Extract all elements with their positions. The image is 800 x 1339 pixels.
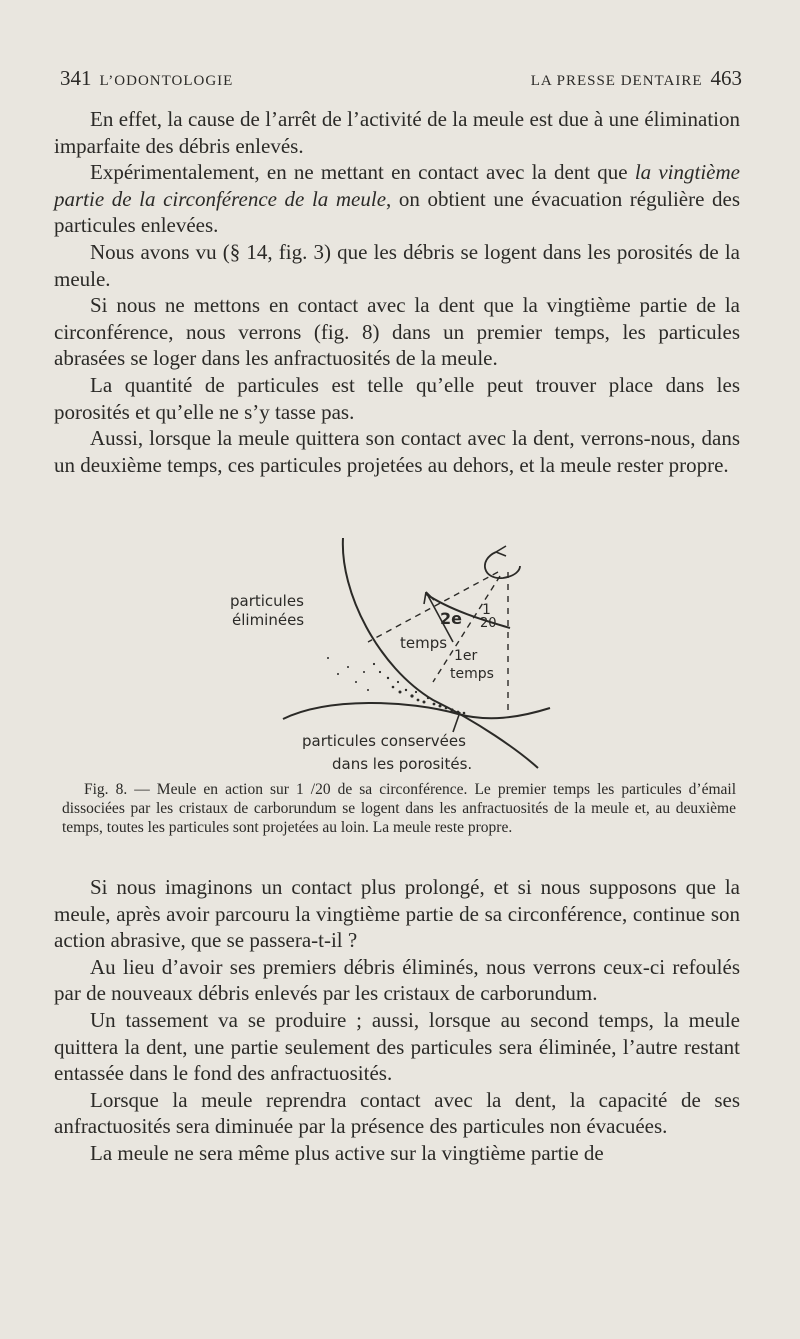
italic-phrase: la vingtième partie de la circonférence de la meule bbox=[54, 160, 740, 211]
tooth-surface bbox=[283, 703, 550, 719]
paragraph: Au lieu d’avoir ses premiers débris éliminés, nous verrons ceux-ci refoulés par de nouveaux débris enlevés par les cristaux de carborundum. bbox=[54, 954, 740, 1006]
radius-dashed-upper bbox=[368, 572, 498, 642]
left-page-number: 341 bbox=[60, 66, 92, 90]
rotation-arrow bbox=[485, 552, 520, 578]
paragraph: Aussi, lorsque la meule quittera son contact avec la dent, verrons-nous, dans un deuxième temps, ces particules projetées au dehors, et la meule rester propre. bbox=[54, 426, 740, 477]
figure-caption bbox=[62, 780, 736, 837]
paragraph: Si nous imaginons un contact plus prolongé, et si nous supposons que la meule, après avoir parcouru la vingtième partie de sa circonférence, continue son action abrasive, que se passera-t-il ? bbox=[54, 875, 740, 953]
running-header bbox=[60, 66, 742, 96]
label-kept-1: particules conservées bbox=[302, 732, 466, 750]
paragraph: La quantité de particules est telle qu’elle peut trouver place dans les porosités et qu’elle ne s’y tasse pas. bbox=[54, 372, 740, 424]
paragraph bbox=[54, 159, 740, 239]
figure-8 bbox=[228, 532, 568, 782]
label-eliminated-2: éliminées bbox=[232, 611, 305, 629]
paragraph: Nous avons vu (§ 14, fig. 3) que les débris se logent dans les porosités de la meule. bbox=[54, 239, 740, 291]
paragraph-text: Expérimentalement, en ne mettant en contact avec la dent que bbox=[90, 160, 635, 185]
paragraph: En effet, la cause de l’arrêt de l’activité de la meule est due à une élimination imparfaite des débris enlevés. bbox=[54, 107, 740, 158]
paragraph: Lorsque la meule reprendra contact avec la dent, la capacité de ses anfractuosités sera diminuée par la présence des particules non évacuées. bbox=[54, 1087, 740, 1139]
left-journal-title: L’ODONTOLOGIE bbox=[99, 73, 234, 89]
rotation-arrow-head bbox=[496, 546, 506, 556]
body-text-bottom bbox=[54, 874, 740, 1167]
paragraph: Un tassement va se produire ; aussi, lorsque au second temps, la meule quittera la dent, une partie seulement des particules sera éliminée, l’autre restant entassée dans le fond des anfractuosités. bbox=[54, 1007, 740, 1086]
paragraph: La meule ne sera même plus active sur la vingtième partie de bbox=[90, 1140, 604, 1165]
label-eliminated-1: particules bbox=[230, 592, 304, 610]
right-journal-title: LA PRESSE DENTAIRE bbox=[530, 73, 703, 89]
grinding-wheel-diagram bbox=[228, 532, 568, 782]
paragraph: Si nous ne mettons en contact avec la dent que la vingtième partie de la circonférence, nous verrons (fig. 8) dans un premier temps, les particules abrasées se loger dans les anfractuosités de la meule. bbox=[54, 293, 740, 371]
inner-arc bbox=[426, 594, 510, 628]
label-first-time-1: 1er bbox=[454, 648, 478, 664]
right-page-number: 463 bbox=[710, 66, 742, 90]
label-fraction-denominator: 20 bbox=[480, 616, 497, 631]
conserved-arrow bbox=[453, 712, 460, 732]
header-left bbox=[60, 66, 233, 91]
caption-text: Fig. 8. — Meule en action sur 1 /20 de sa circonférence. Le premier temps les particules d’émail dissociées par les cristaux de carborundum se logent dans les anfractuosités de la meule et, au deuxième temps, toutes les particules sont projetées au loin. La meule reste propre. bbox=[62, 781, 736, 836]
header-right bbox=[531, 66, 742, 91]
label-first-time-2: temps bbox=[450, 666, 494, 682]
body-text-top bbox=[54, 106, 740, 478]
label-second-time-2: temps bbox=[400, 634, 448, 652]
label-second-time-1: 2e bbox=[440, 609, 462, 628]
label-kept-2: dans les porosités. bbox=[332, 755, 473, 773]
label-fraction-numerator: 1 bbox=[482, 602, 491, 618]
paragraph-text: , on obtient une évacuation régulière des particules enlevées. bbox=[54, 186, 740, 238]
